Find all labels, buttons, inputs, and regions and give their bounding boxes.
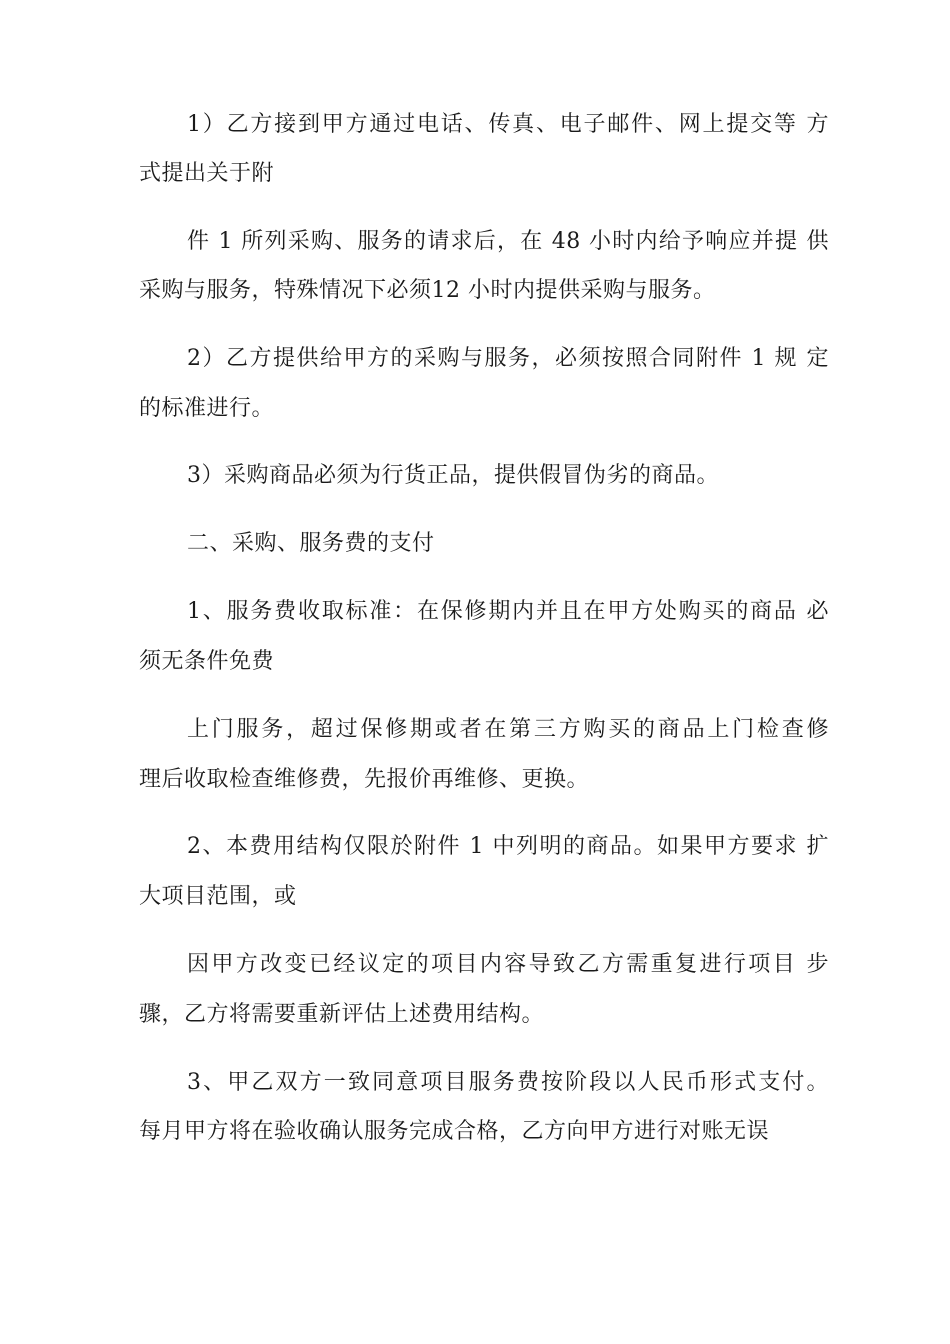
paragraph-line: 大项目范围，或 [139, 884, 297, 909]
paragraph-line: 3、甲乙双方一致同意项目服务费按阶段以人民币形式支付。 [187, 1070, 829, 1095]
paragraph-line: 理后收取检查维修费，先报价再维修、更换。 [139, 767, 590, 792]
paragraph-line: 1、服务费收取标准：在保修期内并且在甲方处购买的商品 必 [187, 599, 829, 624]
section-heading: 二、采购、服务费的支付 [187, 531, 435, 556]
paragraph-line: 上门服务，超过保修期或者在第三方购买的商品上门检查修 [187, 717, 829, 742]
paragraph-line: 每月甲方将在验收确认服务完成合格，乙方向甲方进行对账无误 [139, 1119, 770, 1144]
paragraph-line: 2）乙方提供给甲方的采购与服务，必须按照合同附件 1 规 定 [187, 346, 829, 371]
paragraph-line: 采购与服务，特殊情况下必须12 小时内提供采购与服务。 [139, 278, 716, 303]
paragraph-line: 因甲方改变已经议定的项目内容导致乙方需重复进行项目 步 [187, 952, 829, 977]
paragraph-line: 2、本费用结构仅限於附件 1 中列明的商品。如果甲方要求 扩 [187, 834, 829, 859]
paragraph-line: 骤，乙方将需要重新评估上述费用结构。 [139, 1002, 545, 1027]
paragraph-line: 1）乙方接到甲方通过电话、传真、电子邮件、网上提交等 方 [187, 112, 829, 137]
paragraph-line: 的标准进行。 [139, 396, 275, 421]
paragraph-line: 件 1 所列采购、服务的请求后，在 48 小时内给予响应并提 供 [187, 229, 829, 254]
paragraph-line: 须无条件免费 [139, 649, 275, 674]
paragraph-line: 3）采购商品必须为行货正品，提供假冒伪劣的商品。 [187, 463, 719, 488]
paragraph-line: 式提出关于附 [139, 161, 275, 186]
